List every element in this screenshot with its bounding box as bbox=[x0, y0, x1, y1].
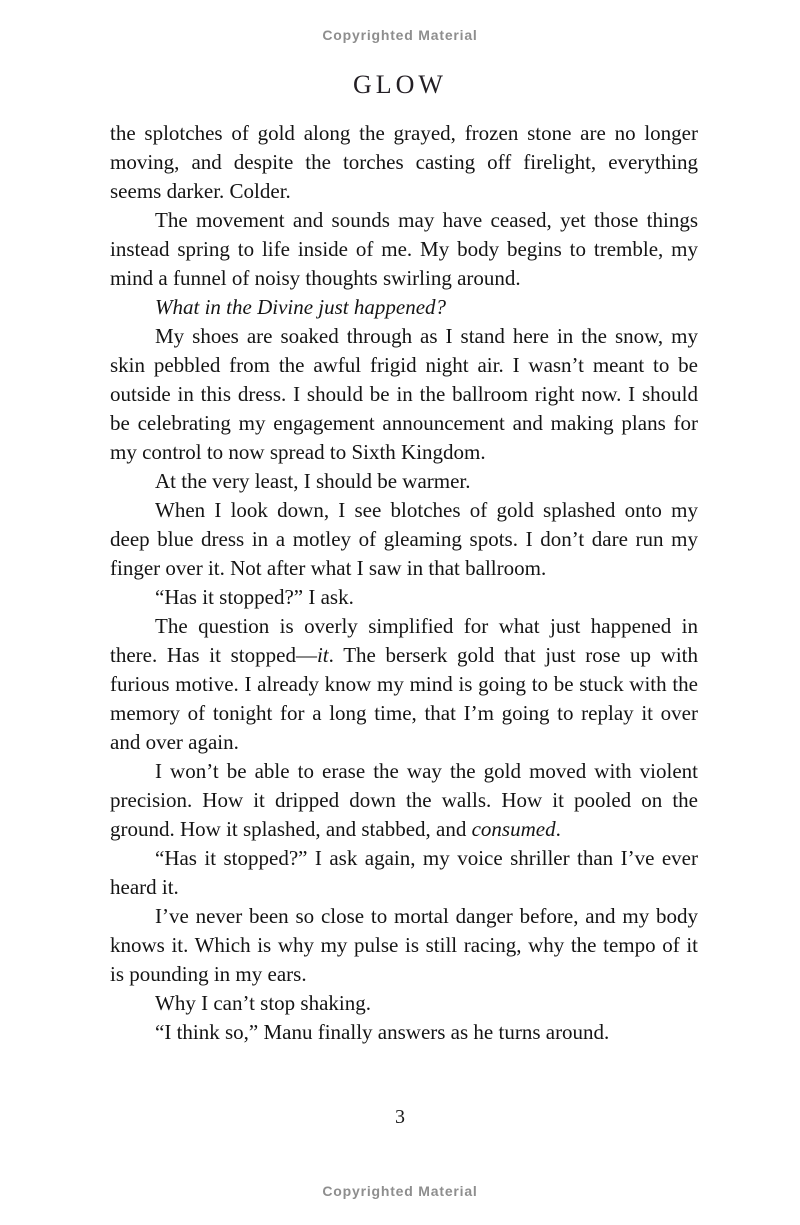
paragraph bbox=[110, 467, 698, 496]
italic-text: consumed bbox=[471, 817, 556, 841]
body-text-segment: The question is overly simplified for what just happened in there. Has it stopped— bbox=[110, 614, 698, 667]
body-text-segment: I’ve never been so close to mortal danger before, and my body knows it. Which is why my pulse is still racing, why the tempo of it is pounding in my ears. bbox=[110, 904, 698, 986]
body-text-segment: The movement and sounds may have ceased, yet those things instead spring to life inside of me. My body begins to tremble, my mind a funnel of noisy thoughts swirling around. bbox=[110, 208, 698, 290]
book-title: GLOW bbox=[353, 70, 447, 99]
paragraph bbox=[110, 989, 698, 1018]
body-text-segment: . The berserk gold that just rose up with furious motive. I already know my mind is going to be stuck with the memory of tonight for a long time, that I’m going to replay it over and over again. bbox=[110, 643, 699, 754]
paragraph bbox=[110, 902, 698, 989]
copyright-watermark-bottom: Copyrighted Material bbox=[322, 1183, 478, 1199]
italic-text: What in the Divine just happened? bbox=[155, 295, 447, 319]
paragraph bbox=[110, 757, 698, 844]
body-text-segment: My shoes are soaked through as I stand here in the snow, my skin pebbled from the awful frigid night air. I wasn’t meant to be outside in this dress. I should be in the ballroom right now. I should be celebrating my engagement announcement and making plans for my control to now spread to Sixth Kingdom. bbox=[110, 324, 698, 464]
paragraph bbox=[110, 206, 698, 293]
body-text-segment: “I think so,” Manu finally answers as he turns around. bbox=[155, 1020, 610, 1044]
paragraph bbox=[110, 1018, 698, 1047]
body-text-segment: At the very least, I should be warmer. bbox=[155, 469, 471, 493]
paragraph bbox=[110, 844, 698, 902]
body-text-segment: I won’t be able to erase the way the gold moved with violent precision. How it dripped down the walls. How it pooled on the ground. How it splashed, and stabbed, and bbox=[110, 759, 698, 841]
paragraph bbox=[110, 583, 698, 612]
body-text bbox=[110, 119, 698, 1047]
paragraph bbox=[110, 496, 698, 583]
paragraph bbox=[110, 119, 698, 206]
body-text-segment: “Has it stopped?” I ask. bbox=[155, 585, 354, 609]
body-text-segment: Why I can’t stop shaking. bbox=[155, 991, 371, 1015]
body-text-segment: “Has it stopped?” I ask again, my voice shriller than I’ve ever heard it. bbox=[110, 846, 698, 899]
body-text-segment: When I look down, I see blotches of gold splashed onto my deep blue dress in a motley of gleaming spots. I don’t dare run my finger over it. Not after what I saw in that ballroom. bbox=[110, 498, 698, 580]
body-text-segment: the splotches of gold along the grayed, frozen stone are no longer moving, and despite the torches casting off firelight, everything seems darker. Colder. bbox=[110, 121, 698, 203]
italic-text: it bbox=[316, 643, 329, 667]
page-number: 3 bbox=[395, 1106, 405, 1128]
paragraph bbox=[110, 612, 698, 757]
copyright-watermark-top: Copyrighted Material bbox=[322, 27, 478, 43]
paragraph bbox=[110, 322, 698, 467]
paragraph bbox=[110, 293, 698, 322]
body-text-segment: . bbox=[555, 817, 561, 841]
